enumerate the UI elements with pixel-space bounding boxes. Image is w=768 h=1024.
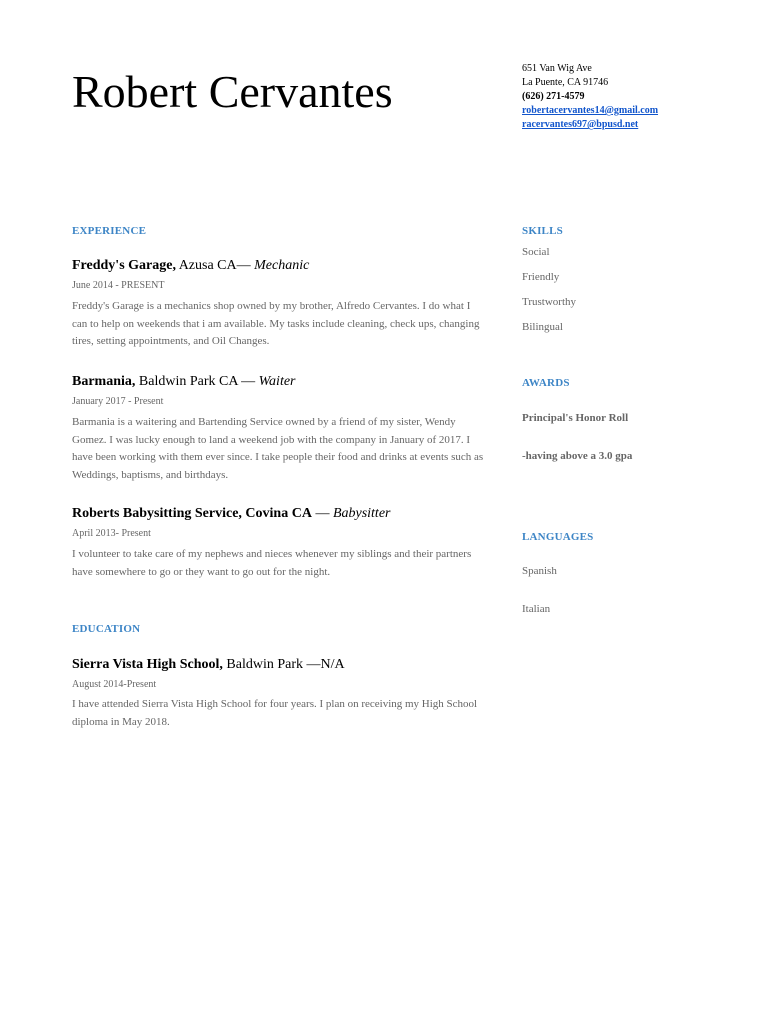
job-org: Roberts Babysitting Service, Covina CA — [72, 506, 312, 521]
contact-block — [522, 62, 658, 132]
job-title-freddys-garage — [72, 257, 309, 275]
skill-item: Friendly — [522, 271, 560, 283]
award-item: Principal's Honor Roll — [522, 412, 629, 424]
job-title-roberts-babysitting — [72, 505, 390, 523]
skills-heading: SKILLS — [522, 225, 563, 237]
email-link-primary[interactable]: robertacervantes14@gmail.com — [522, 105, 659, 116]
resume-name: Robert Cervantes — [72, 66, 393, 117]
job-description: Freddy's Garage is a mechanics shop owned by my brother, Alfredo Cervantes. I do what I can to help on weekends that i am available. My tasks include cleaning, check ups, changing tires, setting appointments, and Oil Changes. — [72, 300, 480, 347]
job-date: January 2017 - Present — [72, 396, 164, 407]
job-role: Mechanic — [254, 258, 310, 273]
experience-heading: EXPERIENCE — [72, 225, 147, 237]
education-title — [72, 656, 345, 674]
awards-heading: AWARDS — [522, 377, 570, 389]
job-role: Babysitter — [332, 506, 391, 521]
job-date: April 2013- Present — [72, 528, 151, 539]
job-date: June 2014 - PRESENT — [72, 280, 165, 291]
job-description: I volunteer to take care of my nephews and nieces whenever my siblings and their partners have somewhere to go or they want to go out for the night. — [72, 548, 472, 578]
job-location: Baldwin Park CA — — [135, 374, 259, 389]
job-role: Waiter — [258, 374, 296, 389]
languages-heading: LANGUAGES — [522, 531, 594, 543]
address-line-1: 651 Van Wig Ave — [522, 63, 592, 74]
language-item: Spanish — [522, 565, 557, 577]
education-heading: EDUCATION — [72, 623, 141, 635]
job-org: Freddy's Garage, — [72, 258, 176, 273]
skill-item: Bilingual — [522, 321, 563, 333]
school-location: Baldwin Park —N/A — [222, 657, 345, 672]
school-name: Sierra Vista High School, — [72, 657, 223, 672]
job-location: Azusa CA— — [175, 258, 255, 273]
job-location: — — [311, 506, 333, 521]
award-item: -having above a 3.0 gpa — [522, 450, 633, 462]
address-line-2: La Puente, CA 91746 — [522, 77, 609, 88]
job-title-barmania — [72, 373, 296, 391]
language-item: Italian — [522, 603, 551, 615]
job-description: Barmania is a waitering and Bartending Service owned by a friend of my sister, Wendy Gomez. I was lucky enough to land a weekend job with the company in January of 2017. I have been working with them ever since. I take people their food and drinks at events such as Weddings, baptisms, and birthdays. — [72, 416, 484, 481]
skill-item: Social — [522, 246, 550, 258]
skill-item: Trustworthy — [522, 296, 576, 308]
email-link-secondary[interactable]: racervantes697@bpusd.net — [522, 119, 639, 130]
phone-number: (626) 271-4579 — [522, 91, 585, 102]
education-description: I have attended Sierra Vista High School for four years. I plan on receiving my High School diploma in May 2018. — [72, 698, 478, 728]
job-org: Barmania, — [72, 374, 136, 389]
education-date: August 2014-Present — [72, 679, 157, 690]
